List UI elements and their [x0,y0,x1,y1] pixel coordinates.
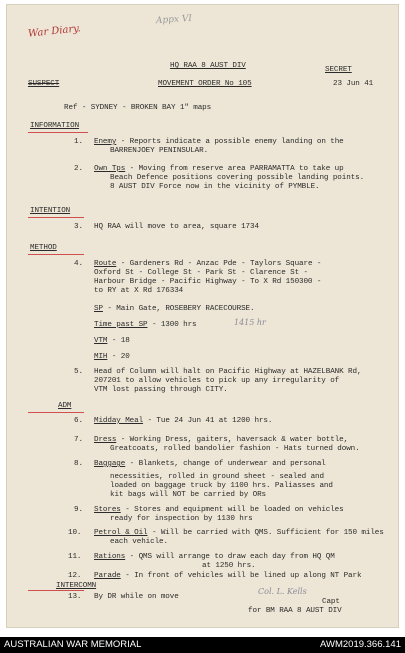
para-8-heading: Baggage [94,460,126,468]
para-11-line-2: at 1250 hrs. [202,562,256,570]
signatory-rank: Capt [322,598,340,606]
para-4-number: 4. [74,260,83,268]
para-5-line-3: VTM lost passing through CITY. [94,386,228,394]
map-reference: Ref - SYDNEY - BROKEN BAY 1" maps [64,104,212,112]
para-11-number: 11. [68,553,82,561]
para-4-heading: Route [94,260,117,268]
time-past-sp-text: - 1300 hrs [147,321,197,329]
para-2-line-3: 8 AUST DIV Force now in the vicinity of PYMBLE. [110,183,320,191]
time-handwritten-note: 1415 hr [234,318,266,327]
para-2-line-1 [94,165,344,173]
vtm-heading: VTM [94,337,108,345]
start-point-text: - Main Gate, ROSEBERY RACECOURSE. [102,305,255,313]
signature: Col. L. Kells [258,587,307,596]
mih-text: - 20 [107,353,130,361]
section-intercomn: INTERCOMN [56,582,97,590]
para-4-line-2: Oxford St - College St - Park St - Clarence St - [94,269,308,277]
para-8-number: 8. [74,460,83,468]
footer-accession-number: AWM2019.366.141 [320,639,401,650]
para-10-line-1 [94,529,384,537]
vtm-line [94,337,130,345]
red-underline-method [28,254,84,255]
para-5-line-2: 207201 to allow vehicles to pick up any irregularity of [94,377,340,385]
order-date: 23 Jun 41 [333,80,374,88]
para-4-line-4: to RY at X Rd 176334 [94,287,184,295]
para-1-line-2: BARRENJOEY PENINSULAR. [110,147,209,155]
para-8-line-2: necessities, rolled in ground sheet - sealed and [110,473,324,481]
para-12-number: 12. [68,572,82,580]
para-10-number: 10. [68,529,82,537]
para-7-line-1 [94,436,348,444]
para-5-line-1: Head of Column will halt on Pacific Highway at HAZELBANK Rd, [94,368,362,376]
para-13-line-1: By DR while on move [94,593,179,601]
para-11-text: - QMS will arrange to draw each day from HQ QM [125,553,335,561]
para-3-line-1: HQ RAA will move to area, square 1734 [94,223,259,231]
time-past-sp-line [94,321,197,329]
para-5-number: 5. [74,368,83,376]
section-information: INFORMATION [30,122,80,130]
para-11-line-1 [94,553,335,561]
para-1-text: - Reports indicate a possible enemy landing on the [116,138,344,146]
para-13-number: 13. [68,593,82,601]
para-1-number: 1. [74,138,83,146]
para-6-text: - Tue 24 Jun 41 at 1200 hrs. [143,417,273,425]
para-12-heading: Parade [94,572,121,580]
appendix-annotation: Appx VI [155,13,193,27]
para-7-heading: Dress [94,436,117,444]
order-title: MOVEMENT ORDER No 105 [158,80,252,88]
start-point-heading: SP [94,305,103,313]
para-8-line-4: kit bags will NOT be carried by ORs [110,491,266,499]
classification: SECRET [325,66,352,74]
mih-line [94,353,130,361]
para-12-line-1 [94,572,361,580]
para-10-heading: Petrol & Oil [94,529,148,537]
para-1-line-1 [94,138,344,146]
para-6-heading: Midday Meal [94,417,144,425]
para-11-heading: Rations [94,553,126,561]
struck-classification: SUSPECT [28,80,60,88]
para-10-line-2: each vehicle. [110,538,168,546]
signatory-for: for BM RAA 8 AUST DIV [248,607,342,615]
document-page [6,4,399,628]
para-6-number: 6. [74,417,83,425]
para-8-text: - Blankets, change of underwear and personal [125,460,326,468]
archive-footer [0,637,405,653]
section-method: METHOD [30,244,57,252]
para-7-text: - Working Dress, gaiters, haversack & water bottle, [116,436,349,444]
para-9-number: 9. [74,506,83,514]
para-9-line-1 [94,506,344,514]
red-underline-adm [28,412,84,413]
para-9-heading: Stores [94,506,121,514]
para-10-text: - Will be carried with QMS. Sufficient for 150 miles [147,529,384,537]
para-4-line-1 [94,260,321,268]
para-2-heading: Own Tps [94,165,126,173]
section-adm: ADM [58,402,72,410]
para-4-line-3: Harbour Bridge - Pacific Highway - To X Rd 150300 - [94,278,322,286]
section-intention: INTENTION [30,207,71,215]
red-underline-intention [28,217,84,218]
para-2-text: - Moving from reserve area PARRAMATTA to take up [125,165,344,173]
para-4-text: - Gardeners Rd - Anzac Pde - Taylors Square - [116,260,322,268]
vtm-text: - 18 [107,337,130,345]
start-point-line [94,305,254,313]
para-2-number: 2. [74,165,83,173]
para-9-line-2: ready for inspection by 1130 hrs [110,515,253,523]
para-7-number: 7. [74,436,83,444]
footer-institution: AUSTRALIAN WAR MEMORIAL [4,639,142,650]
para-9-text: - Stores and equipment will be loaded on vehicles [120,506,344,514]
para-1-heading: Enemy [94,138,117,146]
war-diary-annotation: War Diary. [27,23,82,40]
para-12-text: - In front of vehicles will be lined up along NT Park [120,572,362,580]
unit-heading: HQ RAA 8 AUST DIV [170,62,246,70]
para-8-line-1 [94,460,326,468]
para-8-line-3: loaded on baggage truck by 1100 hrs. Paliasses and [110,482,333,490]
para-7-line-2: Greatcoats, rolled bandolier fashion - Hats turned down. [110,445,360,453]
para-2-line-2: Beach Defence positions covering possible landing points. [110,174,365,182]
time-past-sp-heading: Time past SP [94,321,148,329]
para-3-number: 3. [74,223,83,231]
mih-heading: MIH [94,353,108,361]
red-underline-information [28,132,88,133]
red-underline-intercomn [28,590,84,591]
para-6-line-1 [94,417,272,425]
